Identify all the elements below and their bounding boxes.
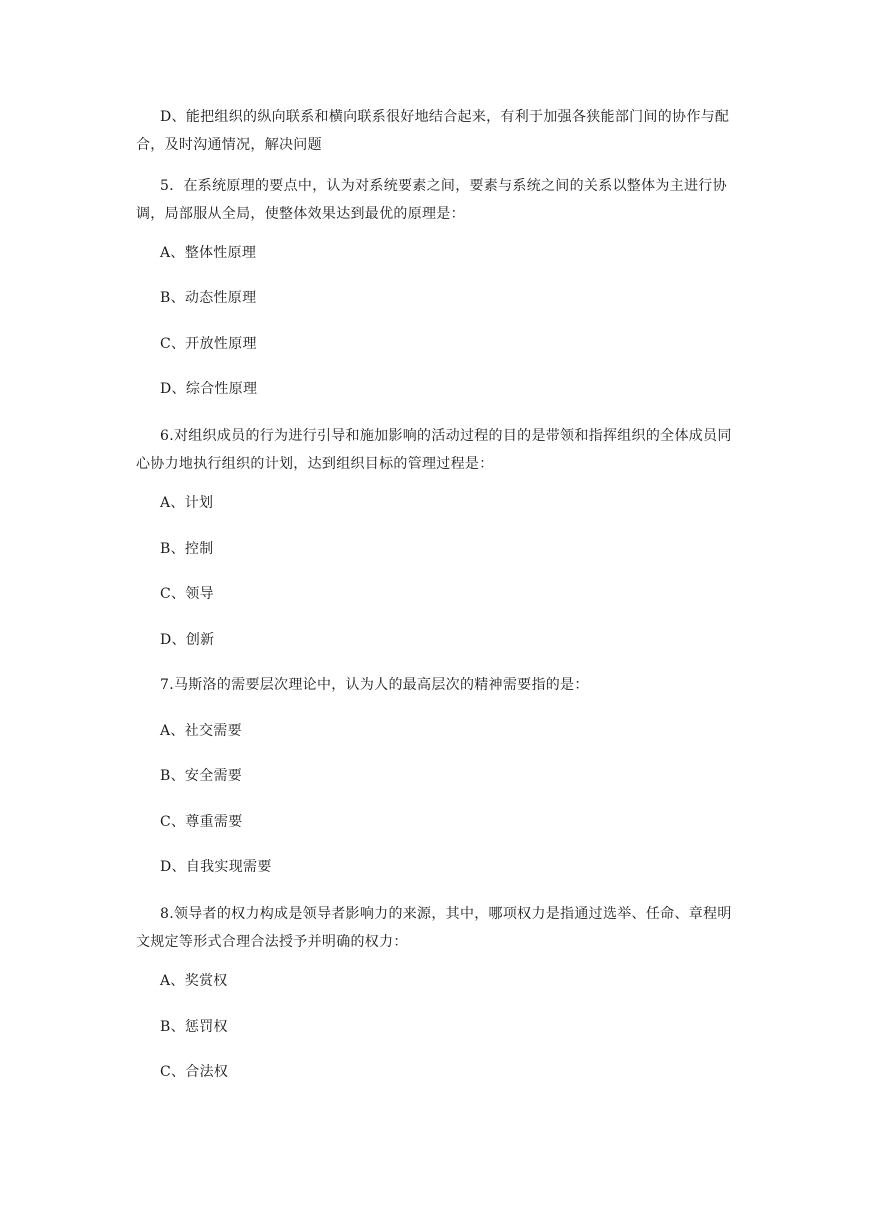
question-8: 8.领导者的权力构成是领导者影响力的来源，其中，哪项权力是指通过选举、任命、章程明文规定等形式合理合法授予并明确的权力：: [136, 906, 732, 950]
question-7-option-b: B、安全需要: [160, 768, 243, 784]
question-8-option-c: C、合法权: [160, 1064, 229, 1080]
question-6-option-a: A、计划: [160, 495, 214, 511]
question-5-option-c: C、开放性原理: [160, 336, 257, 352]
question-8-option-b: B、惩罚权: [160, 1019, 228, 1035]
question-5-option-b: B、动态性原理: [160, 290, 257, 306]
option-d-paragraph: D、能把组织的纵向联系和横向联系很好地结合起来，有利于加强各狭能部门间的协作与配合，及时沟通情况，解决问题: [136, 109, 730, 153]
question-7-option-d: D、自我实现需要: [160, 859, 272, 875]
question-5: 5．在系统原理的要点中，认为对系统要素之间，要素与系统之间的关系以整体为主进行协调，局部服从全局，使整体效果达到最优的原理是：: [136, 178, 727, 222]
question-6-option-c: C、领导: [160, 586, 214, 602]
question-5-option-a: A、整体性原理: [160, 245, 257, 261]
question-7-option-a: A、社交需要: [160, 723, 242, 739]
question-5-option-d: D、综合性原理: [160, 381, 258, 397]
question-7: 7.马斯洛的需要层次理论中，认为人的最高层次的精神需要指的是：: [160, 677, 589, 693]
question-7-option-c: C、尊重需要: [160, 814, 243, 830]
question-6-option-d: D、创新: [160, 632, 215, 648]
question-6: 6.对组织成员的行为进行引导和施加影响的活动过程的目的是带领和指挥组织的全体成员同心协力地执行组织的计划，达到组织目标的管理过程是：: [136, 428, 732, 472]
question-6-option-b: B、控制: [160, 541, 214, 557]
question-8-option-a: A、奖赏权: [160, 973, 228, 989]
